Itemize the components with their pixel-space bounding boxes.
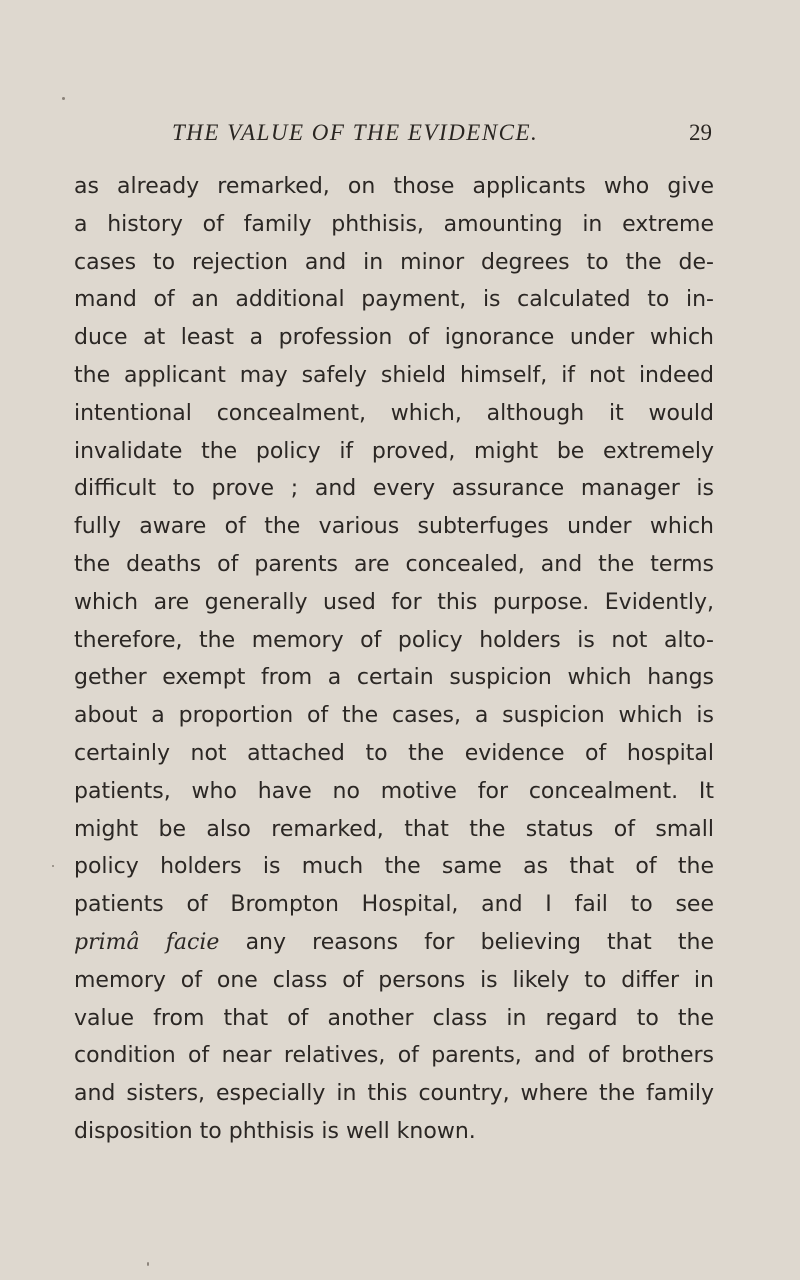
text-line: which are generally used for this purpose. Evidently, bbox=[74, 589, 714, 615]
text-line: condition of near relatives, of parents, and of brothers bbox=[74, 1043, 714, 1069]
page-number: 29 bbox=[689, 120, 712, 145]
text-line: patients of Brompton Hospital, and I fail to see bbox=[74, 892, 714, 918]
text-line: memory of one class of persons is likely to differ in bbox=[74, 967, 714, 993]
text-line: patients, who have no motive for concealment. It bbox=[74, 778, 714, 804]
paper-speck bbox=[62, 97, 65, 100]
paper-speck bbox=[52, 865, 54, 867]
page-header bbox=[172, 120, 712, 154]
text-line-rest: any reasons for believing that the bbox=[245, 929, 714, 955]
text-line-with-italic bbox=[74, 924, 714, 962]
text-line: cases to rejection and in minor degrees to the de- bbox=[74, 249, 714, 275]
text-line: invalidate the policy if proved, might be extremely bbox=[74, 438, 714, 464]
text-line: the applicant may safely shield himself, if not indeed bbox=[74, 362, 714, 388]
text-line: and sisters, especially in this country, where the family bbox=[74, 1081, 714, 1107]
text-line: as already remarked, on those applicants who give bbox=[74, 174, 714, 199]
text-line: value from that of another class in regard to the bbox=[74, 1005, 714, 1031]
text-line: might be also remarked, that the status of small bbox=[74, 816, 714, 842]
text-line: disposition to phthisis is well known. bbox=[74, 1118, 476, 1144]
body-text bbox=[74, 168, 714, 1151]
text-line: fully aware of the various subterfuges under which bbox=[74, 514, 714, 540]
text-line: mand of an additional payment, is calculated to in- bbox=[74, 287, 714, 313]
paper-speck bbox=[147, 1262, 149, 1266]
text-line: duce at least a profession of ignorance under which bbox=[74, 325, 714, 351]
text-line: intentional concealment, which, although it would bbox=[74, 400, 714, 426]
text-line: difficult to prove ; and every assurance manager is bbox=[74, 476, 714, 502]
text-line: about a proportion of the cases, a suspicion which is bbox=[74, 703, 714, 729]
text-line: policy holders is much the same as that of the bbox=[74, 854, 714, 880]
text-line: a history of family phthisis, amounting in extreme bbox=[74, 211, 714, 237]
running-head: THE VALUE OF THE EVIDENCE. bbox=[172, 120, 539, 145]
text-line: certainly not attached to the evidence of hospital bbox=[74, 740, 714, 766]
text-line: the deaths of parents are concealed, and the terms bbox=[74, 551, 714, 577]
italic-phrase: primâ facie bbox=[74, 929, 220, 955]
text-line: gether exempt from a certain suspicion which hangs bbox=[74, 665, 714, 691]
text-line: therefore, the memory of policy holders is not alto- bbox=[74, 627, 714, 653]
